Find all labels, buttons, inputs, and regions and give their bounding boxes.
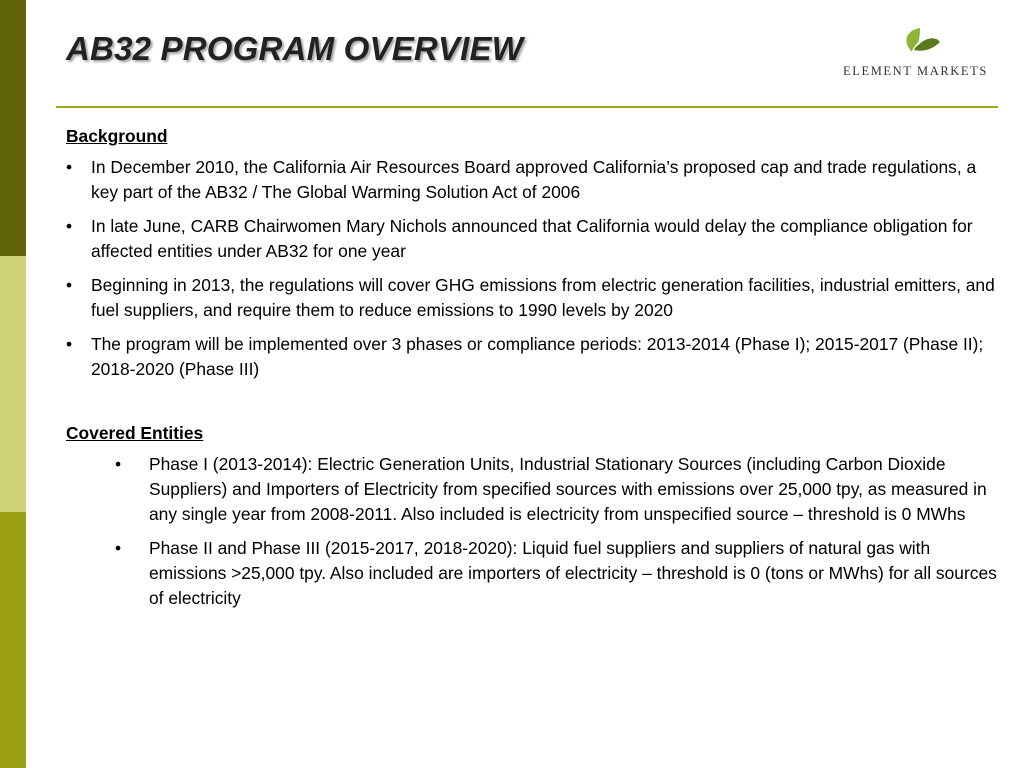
bullet-icon: • — [66, 157, 73, 177]
sidebar-band-bottom — [0, 512, 26, 768]
bullet-icon: • — [115, 454, 122, 474]
sidebar-band-middle — [0, 256, 26, 512]
list-item: • In late June, CARB Chairwomen Mary Nichols announced that California would delay the compliance obligation for affected entities under AB32 for one year — [66, 216, 973, 261]
bullet-icon: • — [115, 538, 122, 558]
list-item: • Phase I (2013-2014): Electric Generation Units, Industrial Stationary Sources (including Carbon Dioxide Suppliers) and Importers of Electricity from specified sources with emissions over 25,000 tpy, as measured in any single year from 2008-2011. Also included is electricity from unspecified source – threshold is 0 MWhs — [115, 454, 987, 524]
title-divider — [56, 106, 998, 108]
list-item: • The program will be implemented over 3 phases or compliance periods: 2013-2014 (Phase I); 2015-2017 (Phase II); 2018-2020 (Phase III) — [66, 334, 984, 379]
covered-entities-bullet-list — [66, 452, 1000, 611]
leaf-icon — [906, 28, 940, 52]
sidebar-band-top — [0, 0, 26, 256]
background-heading: Background — [66, 126, 168, 146]
slide-title: AB32 PROGRAM OVERVIEW — [66, 30, 524, 67]
list-item: • In December 2010, the California Air Resources Board approved California’s proposed cap and trade regulations, a key part of the AB32 / The Global Warming Solution Act of 2006 — [66, 157, 977, 202]
bullet-icon: • — [66, 334, 73, 354]
background-bullet-list — [66, 155, 1000, 382]
slide-body — [66, 124, 1000, 620]
covered-entities-heading: Covered Entities — [66, 423, 204, 443]
list-item: • Beginning in 2013, the regulations will cover GHG emissions from electric generation facilities, industrial emitters, and fuel suppliers, and require them to reduce emissions to 1990 levels by 2020 — [66, 275, 995, 320]
list-item: • Phase II and Phase III (2015-2017, 2018-2020): Liquid fuel suppliers and suppliers of natural gas with emissions >25,000 tpy. Also included are importers of electricity – threshold is 0 (tons or MWhs) for all sources of electricity — [115, 538, 997, 608]
logo-wordmark: ELEMENT MARKETS — [843, 64, 988, 78]
bullet-icon: • — [66, 216, 73, 236]
bullet-icon: • — [66, 275, 73, 295]
